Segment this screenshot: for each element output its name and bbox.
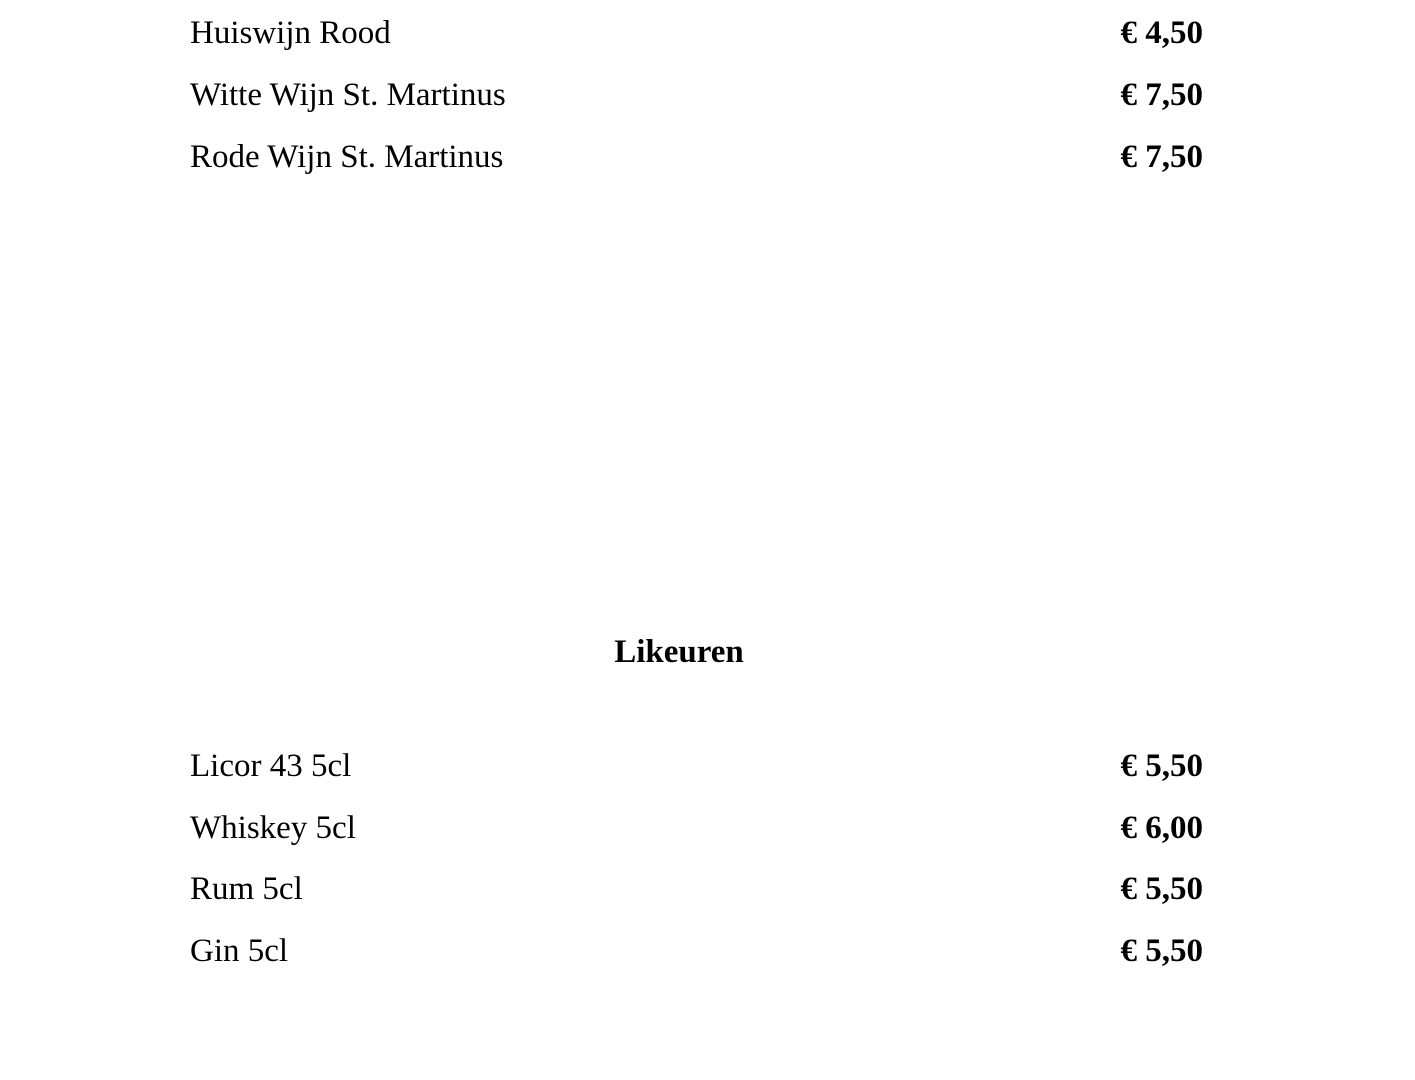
menu-item-price: € 6,00 <box>1120 810 1203 846</box>
menu-item-price: € 5,50 <box>1120 748 1203 784</box>
menu-item-price: € 5,50 <box>1120 871 1203 907</box>
menu-item-price: € 7,50 <box>1120 139 1203 175</box>
menu-item-row <box>190 867 1203 911</box>
menu-item-price: € 4,50 <box>1120 15 1203 51</box>
section-heading-likeuren: Likeuren <box>614 634 744 670</box>
menu-item-name: Rum 5cl <box>190 871 303 907</box>
menu-item-row <box>190 11 1203 55</box>
menu-item-name: Rode Wijn St. Martinus <box>190 139 504 175</box>
menu-item-row <box>190 135 1203 179</box>
menu-item-price: € 5,50 <box>1120 933 1203 969</box>
menu-item-name: Witte Wijn St. Martinus <box>190 77 506 113</box>
menu-item-name: Whiskey 5cl <box>190 810 356 846</box>
menu-item-row <box>190 744 1203 788</box>
menu-item-name: Huiswijn Rood <box>190 15 391 51</box>
menu-item-row <box>190 929 1203 973</box>
menu-item-name: Licor 43 5cl <box>190 748 352 784</box>
menu-item-row <box>190 806 1203 850</box>
menu-item-row <box>190 73 1203 117</box>
menu-item-name: Gin 5cl <box>190 933 289 969</box>
menu-item-price: € 7,50 <box>1120 77 1203 113</box>
